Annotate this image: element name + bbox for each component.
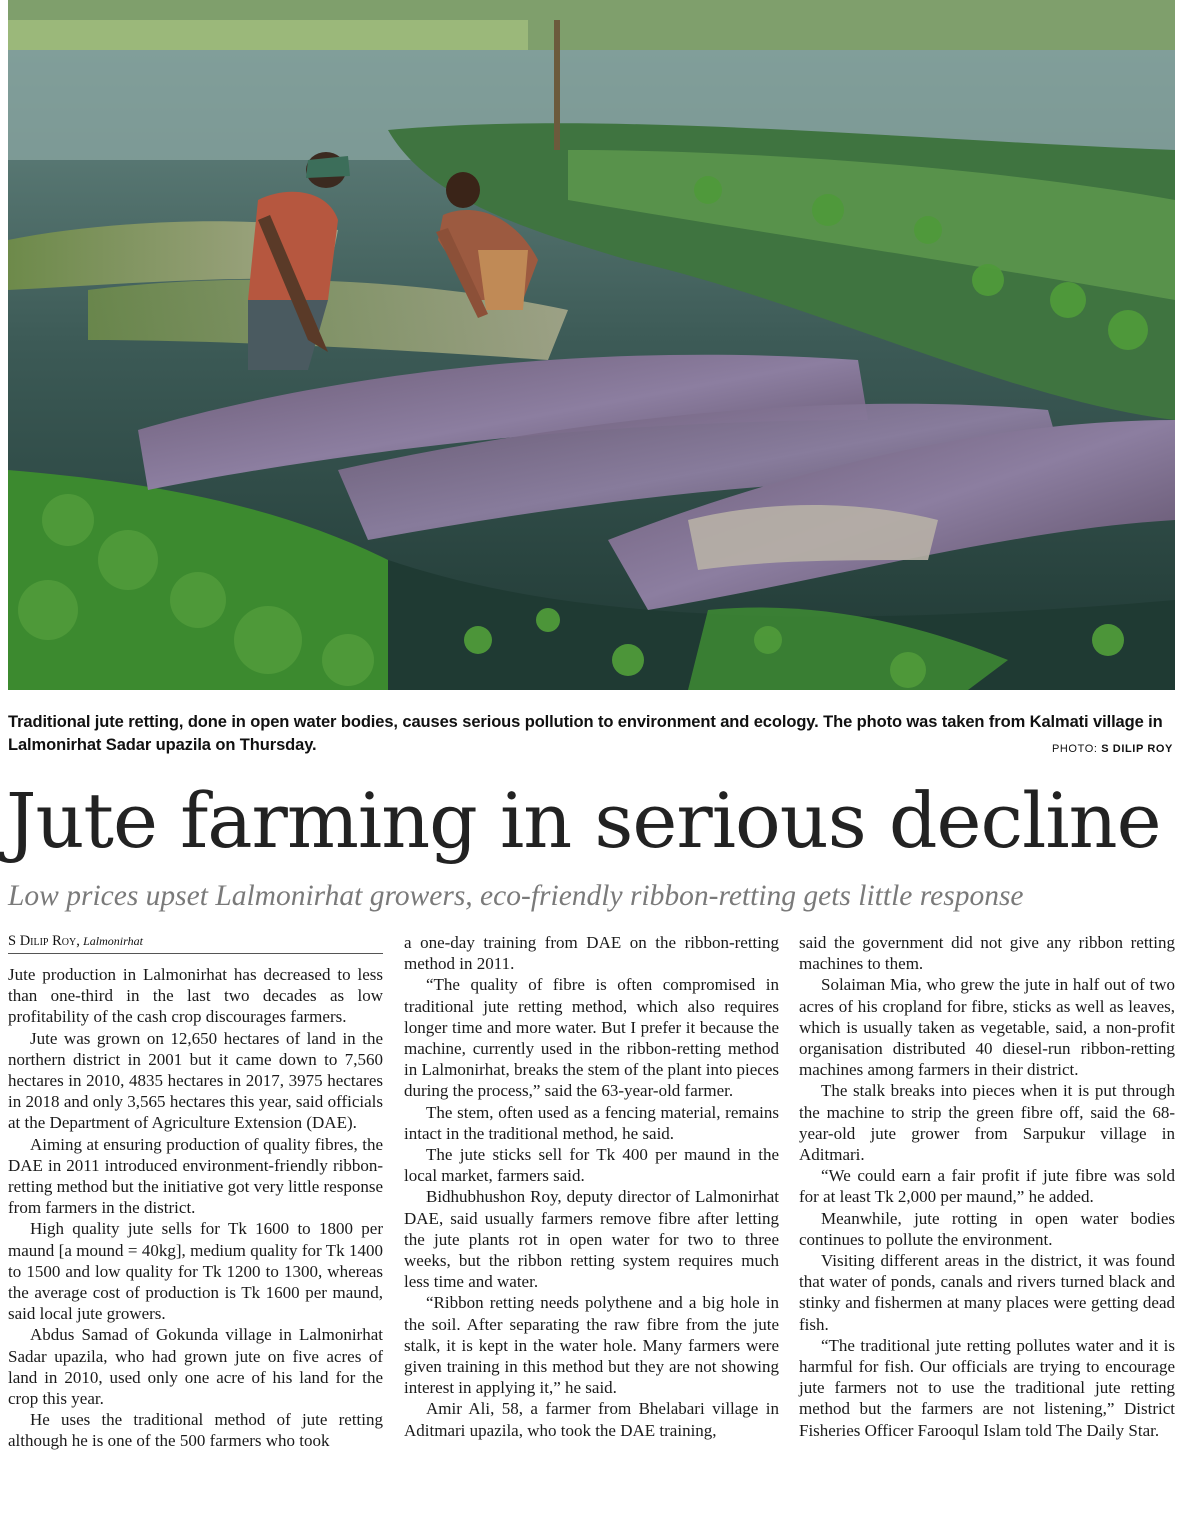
- jute-retting-photo: [8, 0, 1175, 690]
- paragraph: “The quality of fibre is often compromised in traditional jute retting method, which also requires longer time and more water. But I prefer it because the machine, currently used in the ribbon-retting method in Lalmonirhat, breaks the stem of the plant into pieces during the process,” said the 63-year-old farmer.: [404, 975, 779, 1101]
- paragraph: Bidhubhushon Roy, deputy director of Lalmonirhat DAE, said usually farmers remove fibre after letting the jute plants rot in open water for two to three weeks, but the ribbon retting system requires much less time and water.: [404, 1187, 779, 1292]
- article-column-2: [404, 932, 779, 1441]
- paragraph: Jute production in Lalmonirhat has decreased to less than one-third in the last two decades as low profitability of the cash crop discourages farmers.: [8, 965, 383, 1027]
- photo-credit: [1052, 743, 1173, 755]
- paragraph: Jute was grown on 12,650 hectares of land in the northern district in 2001 but it came down to 7,560 hectares in 2010, 4835 hectares in 2017, 3975 hectares in 2018 and only 3,565 hectares this year, said officials at the Department of Agriculture Extension (DAE).: [8, 1028, 383, 1133]
- paragraph: a one-day training from DAE on the ribbon-retting method in 2011.: [404, 933, 779, 974]
- paragraph: The stalk breaks into pieces when it is put through the machine to strip the green fibre off, said the 68-year-old jute grower from Sarpukur village in Aditmari.: [799, 1081, 1175, 1165]
- paragraph: Meanwhile, jute rotting in open water bodies continues to pollute the environment.: [799, 1208, 1175, 1249]
- paragraph: He uses the traditional method of jute retting although he is one of the 500 farmers who took: [8, 1410, 383, 1451]
- paragraph: Abdus Samad of Gokunda village in Lalmonirhat Sadar upazila, who had grown jute on five acres of land in 2010, used only one acre of his land for the crop this year.: [8, 1325, 383, 1409]
- paragraph: Aiming at ensuring production of quality fibres, the DAE in 2011 introduced environment-friendly ribbon-retting method but the initiative got very little response from farmers in the district.: [8, 1134, 383, 1218]
- subheadline: Low prices upset Lalmonirhat growers, eco-friendly ribbon-retting gets little response: [8, 880, 1024, 912]
- article-column-3: [799, 932, 1175, 1441]
- paragraph: The stem, often used as a fencing material, remains intact in the traditional method, he said.: [404, 1102, 779, 1143]
- credit-label: PHOTO:: [1051, 743, 1098, 755]
- paragraph: Solaiman Mia, who grew the jute in half out of two acres of his cropland for fibre, sticks as well as leaves, which is usually taken as vegetable, said, a non-profit organisation distributed 40 diesel-run ribbon-retting machines among farmers in their district.: [799, 975, 1175, 1080]
- credit-name: S DILIP ROY: [1101, 743, 1173, 755]
- article-photo: [8, 0, 1175, 690]
- byline-author: S Dilip Roy,: [8, 933, 80, 949]
- paragraph: Visiting different areas in the district, it was found that water of ponds, canals and rivers turned black and stinky and fishermen at many places were getting dead fish.: [799, 1251, 1175, 1334]
- paragraph: High quality jute sells for Tk 1600 to 1800 per maund [a mound = 40kg], medium quality for Tk 1400 to 1500 and low quality for Tk 1200 to 1300, whereas the average cost of production is Tk 1600 per maund, said local jute growers.: [8, 1219, 383, 1324]
- byline-location: Lalmonirhat: [83, 934, 143, 948]
- paragraph: “We could earn a fair profit if jute fibre was sold for at least Tk 2,000 per maund,” he added.: [799, 1166, 1175, 1207]
- byline-divider: [8, 953, 383, 954]
- headline: Jute farming in serious decline: [6, 776, 1161, 865]
- paragraph: Amir Ali, 58, a farmer from Bhelabari village in Aditmari upazila, who took the DAE training,: [404, 1399, 779, 1440]
- paragraph: “Ribbon retting needs polythene and a big hole in the soil. After separating the raw fibre from the jute stalk, it is kept in the water hole. Many farmers were given training in this method but they are not showing interest in applying it,” he said.: [404, 1293, 779, 1398]
- paragraph: said the government did not give any ribbon retting machines to them.: [799, 933, 1175, 974]
- caption-text: Traditional jute retting, done in open water bodies, causes serious pollution to environment and ecology. The photo was taken from Kalmati village in Lalmonirhat Sadar upazila on Thursday.: [8, 713, 1163, 754]
- byline: [8, 932, 143, 950]
- photo-caption: [8, 711, 1173, 757]
- paragraph: “The traditional jute retting pollutes water and it is harmful for fish. Our officials are trying to encourage jute farmers not to use the traditional jute retting method but the farmers are not listening,” District Fisheries Officer Farooqul Islam told The Daily Star.: [799, 1335, 1175, 1440]
- article-column-1: [8, 964, 383, 1452]
- paragraph: The jute sticks sell for Tk 400 per maund in the local market, farmers said.: [404, 1145, 779, 1186]
